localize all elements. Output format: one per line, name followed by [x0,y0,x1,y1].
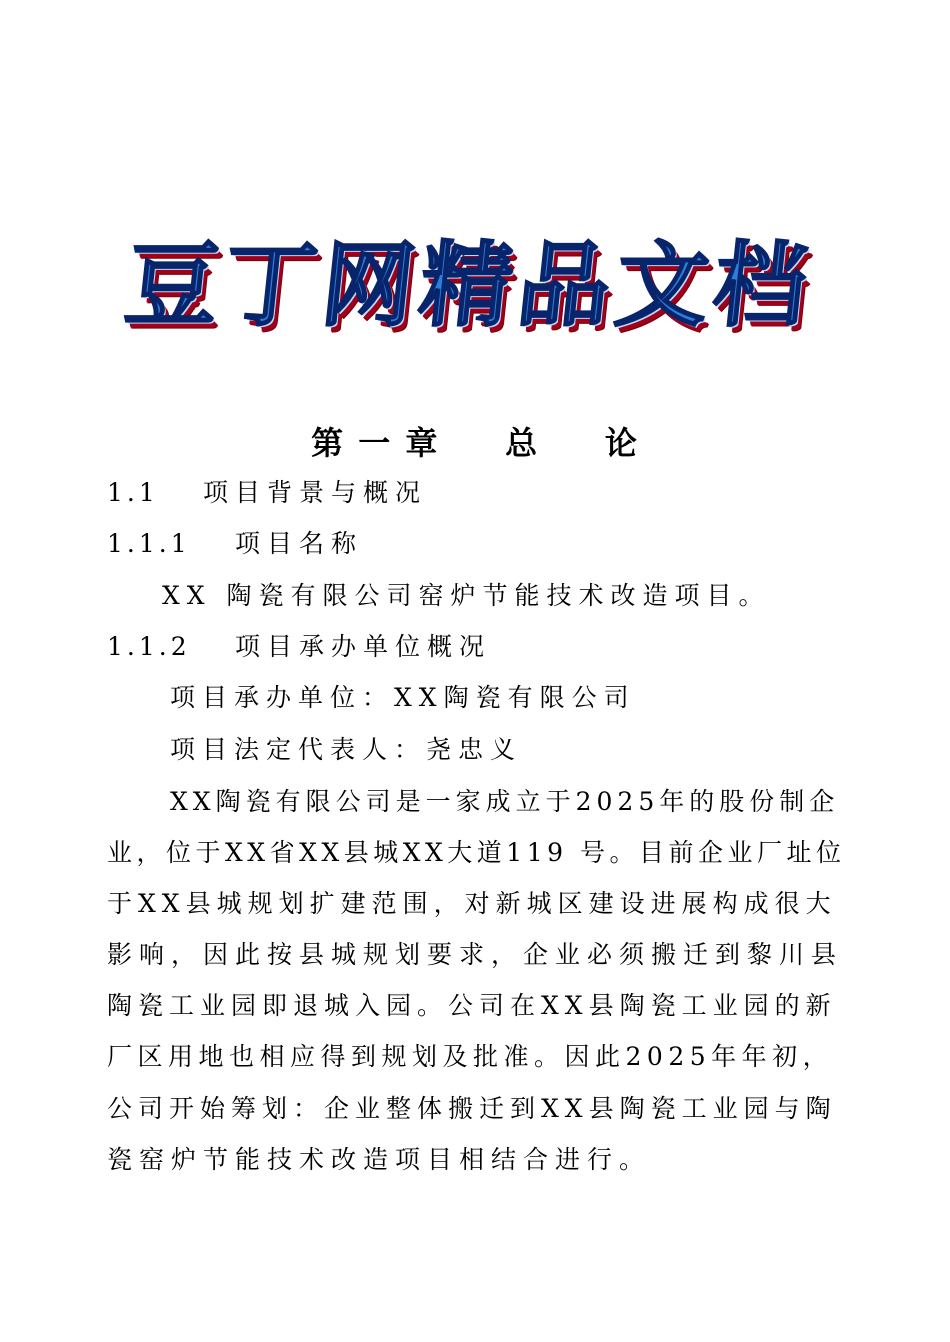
section-heading-1-1-1 [107,531,363,556]
legal-representative-text: 项目法定代表人：尧忠义 [170,735,523,764]
paragraph-line: 于XX县城规划扩建范围，对新城区建设进展构成很大 [107,889,837,918]
section-title: 项目承办单位概况 [235,632,492,661]
project-name-text: XX 陶瓷有限公司窑炉节能技术改造项目。 [162,581,771,610]
paragraph-line: XX陶瓷有限公司是一家成立于2025年的股份制企 [170,787,840,816]
paragraph-line: 公司开始筹划：企业整体搬迁到XX县陶瓷工业园与陶 [107,1094,837,1123]
banner-title: 豆丁网精品文档 [120,232,818,339]
paragraph-line: 瓷窑炉节能技术改造项目相结合进行。 [107,1145,652,1174]
section-heading-1-1-2 [107,634,491,659]
paragraph-line: 厂区用地也相应得到规划及批准。因此2025年年初， [107,1042,834,1071]
watermark-banner [70,218,870,338]
paragraph-line: 业，位于XX省XX县城XX大道119 号。目前企业厂址位 [107,838,846,867]
paragraph-line: 影响，因此按县城规划要求，企业必须搬迁到黎川县 [107,940,844,969]
section-number: 1.1 [107,478,159,507]
section-heading-1-1 [107,480,427,505]
section-number: 1.1.1 [107,529,191,558]
undertaker-text: 项目承办单位：XX陶瓷有限公司 [170,683,636,712]
section-title: 项目背景与概况 [203,478,428,507]
chapter-title: 第 一 章 总 论 [311,424,639,462]
section-number: 1.1.2 [107,632,191,661]
section-title: 项目名称 [235,529,364,558]
paragraph-line: 陶瓷工业园即退城入园。公司在XX县陶瓷工业园的新 [107,991,837,1020]
